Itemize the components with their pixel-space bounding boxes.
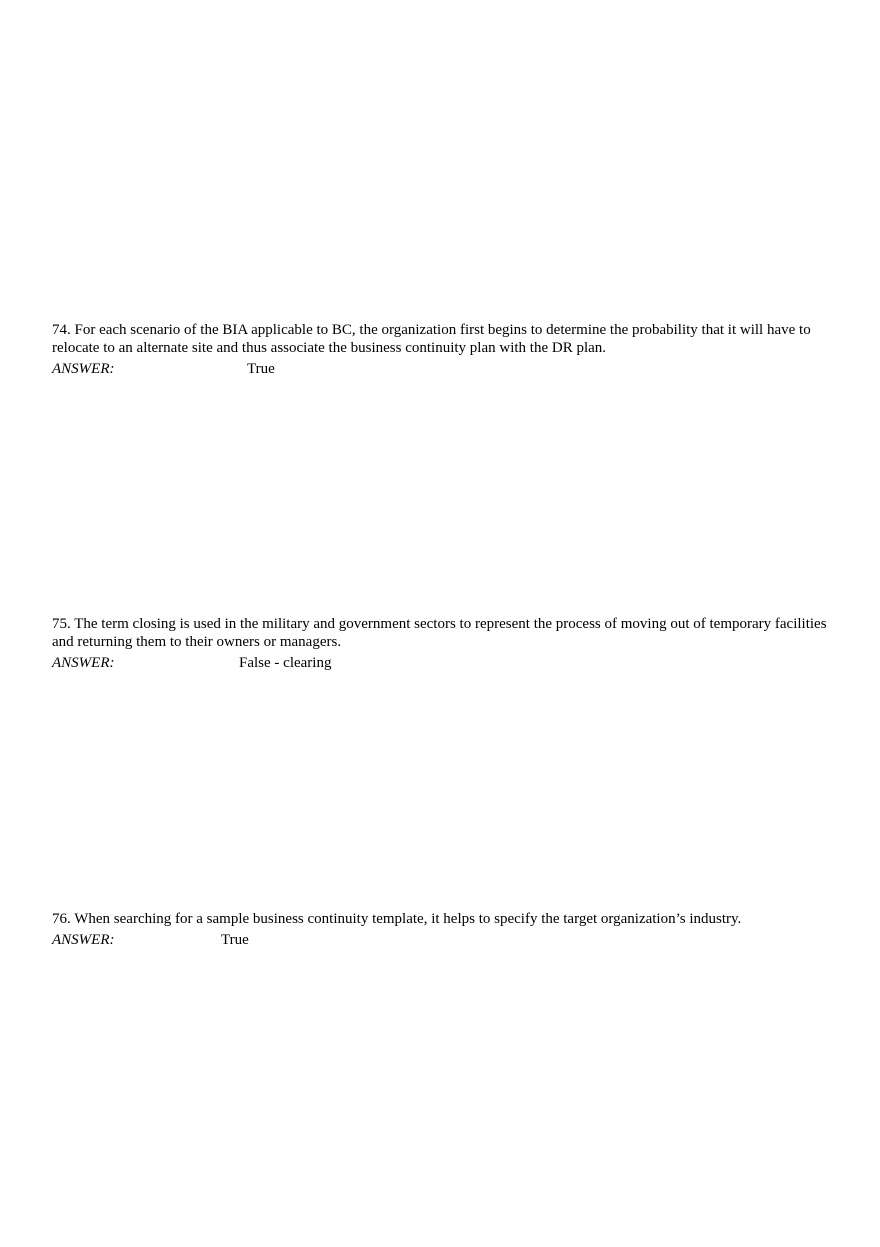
answer-value: True [247, 361, 275, 377]
answer-row [52, 360, 842, 380]
question-text: 75. The term closing is used in the military and government sectors to represent the process of moving out of temporary facilities and returning them to their owners or managers. [52, 616, 827, 650]
answer-row [52, 931, 842, 951]
answer-row [52, 654, 842, 674]
question-74 [52, 321, 842, 380]
question-76 [52, 910, 842, 951]
answer-label: ANSWER: [52, 361, 115, 377]
question-75 [52, 615, 842, 674]
question-text: 76. When searching for a sample business continuity template, it helps to specify the target organization’s industry. [52, 911, 742, 927]
question-text: 74. For each scenario of the BIA applicable to BC, the organization first begins to determine the probability that it will have to relocate to an alternate site and thus associate the business continuity plan with the DR plan. [52, 322, 811, 356]
answer-label: ANSWER: [52, 655, 115, 671]
answer-value: True [221, 932, 249, 948]
answer-label: ANSWER: [52, 932, 115, 948]
answer-value: False - clearing [239, 655, 332, 671]
